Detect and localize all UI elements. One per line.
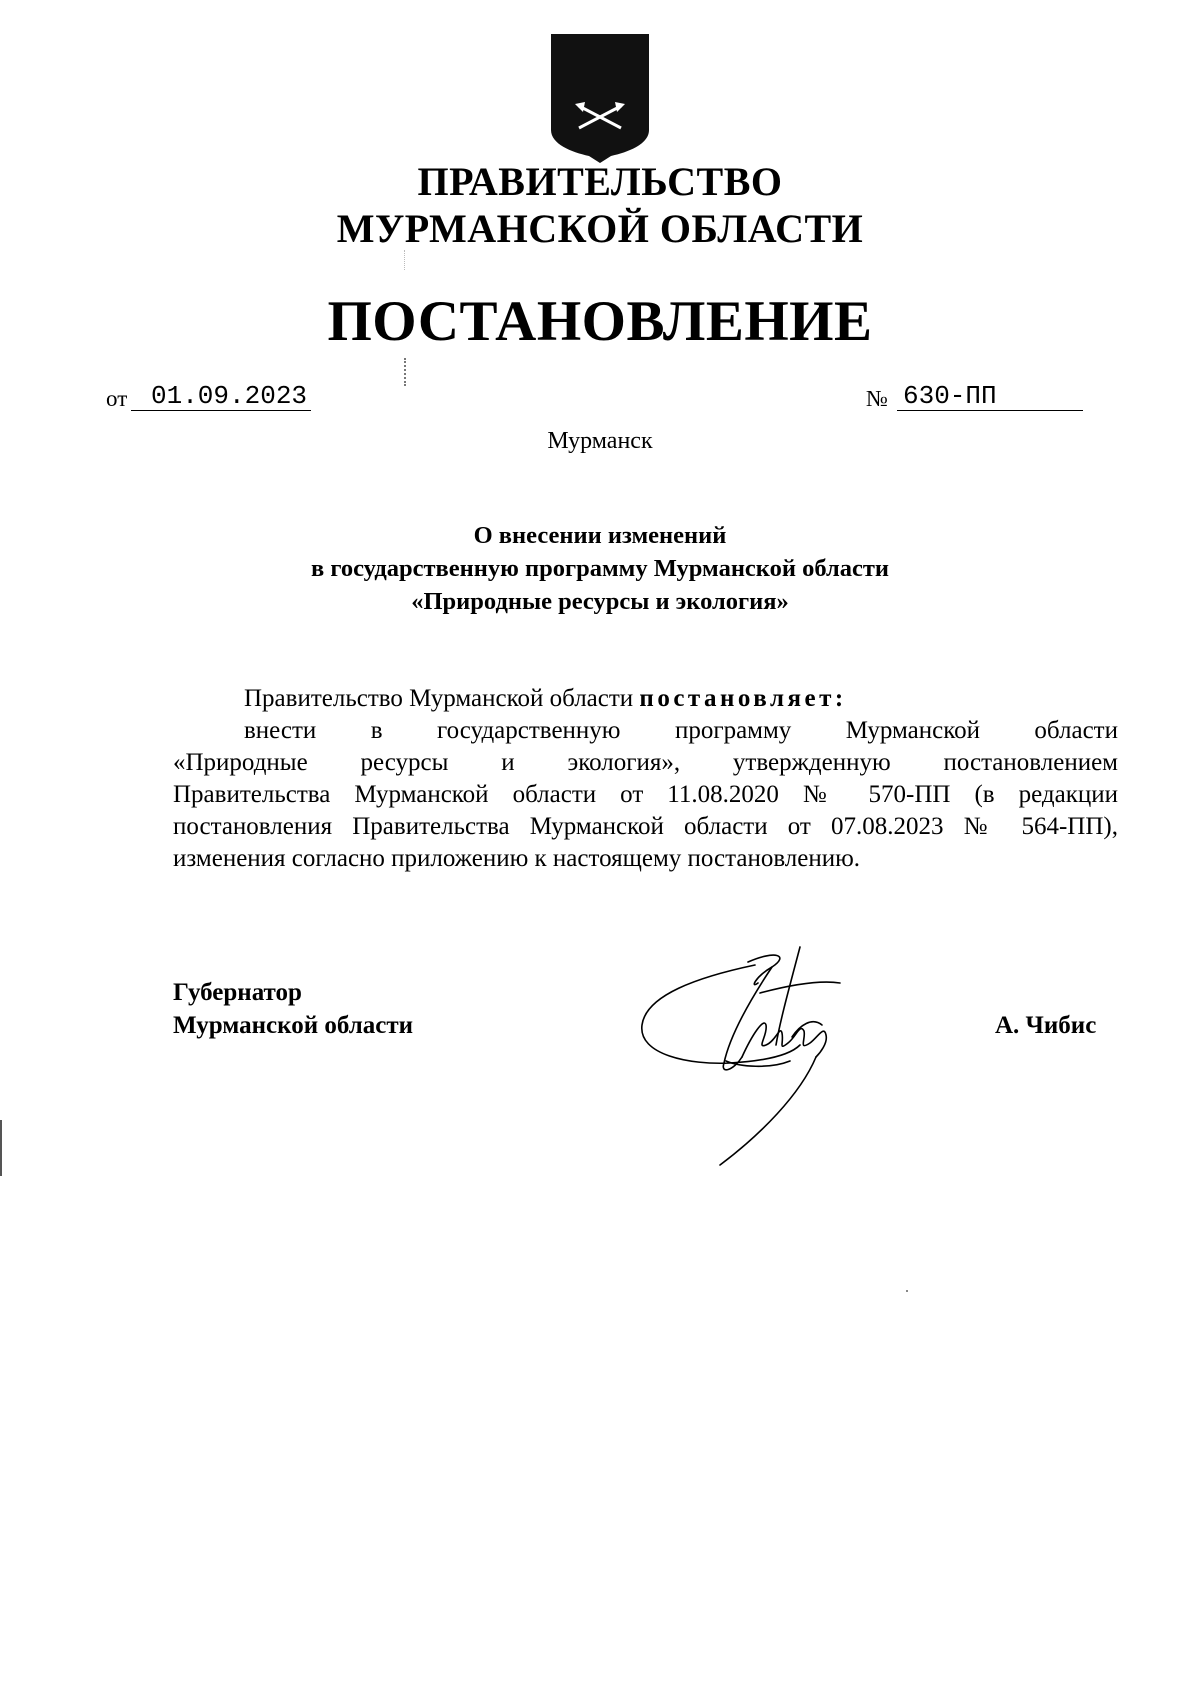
organization-name-line-1: ПРАВИТЕЛЬСТВО bbox=[417, 159, 783, 204]
city-name: Мурманск bbox=[547, 428, 653, 454]
document-date: 01.09.2023 bbox=[131, 381, 311, 411]
resolution-line: Правительства Мурманской области от 11.08.2020 № 570-ПП (в редакции bbox=[173, 781, 1118, 808]
handwritten-signature bbox=[640, 925, 910, 1170]
scan-artifact bbox=[906, 1290, 908, 1292]
resolution-line: изменения согласно приложению к настоящему постановлению. bbox=[173, 845, 861, 872]
subject-line-3: «Природные ресурсы и экология» bbox=[411, 588, 789, 615]
scan-artifact bbox=[404, 358, 408, 386]
resolution-line: постановления Правительства Мурманской области от 07.08.2023 № 564-ПП), bbox=[173, 813, 1118, 840]
subject-line-2: в государственную программу Мурманской области bbox=[311, 555, 889, 582]
signatory-title-line-2: Мурманской области bbox=[173, 1012, 414, 1039]
organization-name-line-2: МУРМАНСКОЙ ОБЛАСТИ bbox=[336, 206, 864, 251]
coat-of-arms-icon bbox=[549, 32, 651, 164]
number-prefix: № bbox=[866, 386, 888, 411]
preamble bbox=[244, 683, 847, 715]
signatory-title-line-1: Губернатор bbox=[173, 979, 302, 1006]
scan-artifact bbox=[404, 250, 406, 270]
subject-line-1: О внесении изменений bbox=[473, 522, 727, 549]
preamble-text: Правительство Мурманской области bbox=[244, 685, 634, 712]
document-number: 630-ПП bbox=[897, 381, 1083, 411]
scan-artifact bbox=[0, 1120, 2, 1176]
resolution-line: внести в государственную программу Мурманской области bbox=[244, 717, 1118, 744]
date-prefix: от bbox=[106, 386, 128, 411]
document-type-title: ПОСТАНОВЛЕНИЕ bbox=[327, 290, 873, 353]
preamble-verb: постановляет: bbox=[639, 685, 847, 712]
signatory-name: А. Чибис bbox=[995, 1012, 1097, 1039]
resolution-line: «Природные ресурсы и экология», утвержденную постановлением bbox=[173, 749, 1118, 776]
